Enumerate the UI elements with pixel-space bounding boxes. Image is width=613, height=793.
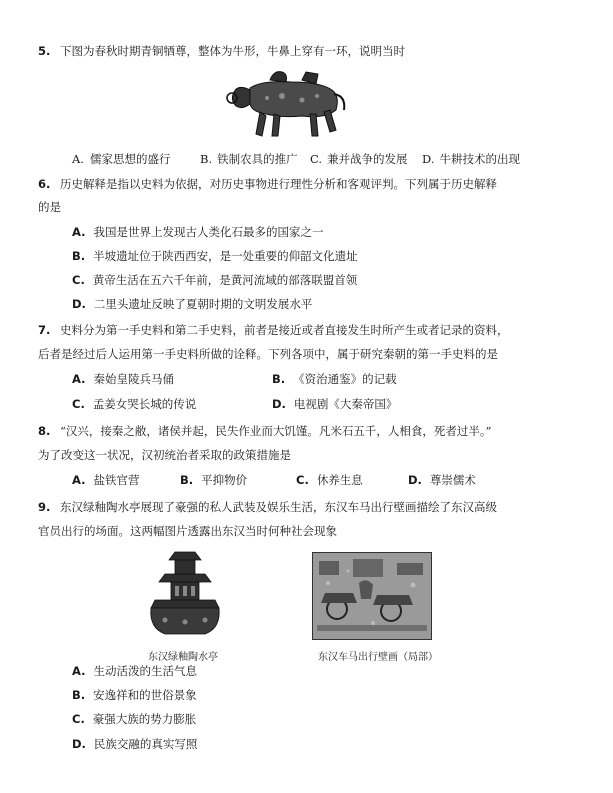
carriage-fresco-image [312, 552, 432, 640]
q5-number: 5. [38, 44, 51, 58]
q5-option-a-text: 儒家思想的盛行 [89, 152, 171, 166]
q6-option-b-label: B. [72, 249, 86, 263]
q7-option-d[interactable] [272, 397, 397, 411]
q5-option-a[interactable] [72, 152, 200, 166]
q6-option-b-text: 半坡遗址位于陕西西安，是一处重要的仰韶文化遗址 [93, 249, 358, 263]
q6-stem-text-1: 历史解释是指以史料为依据，对历史事物进行理性分析和客观评判。下列属于历史解释 [60, 177, 498, 191]
q8-option-c-label: C. [296, 473, 309, 487]
q6-stem-text-2: 的是 [38, 200, 61, 214]
q7-option-c-label: C. [72, 397, 85, 411]
q5-stem [38, 44, 405, 58]
q8-option-d[interactable] [408, 473, 476, 487]
pottery-pavilion-icon [145, 548, 225, 640]
q6-option-c[interactable] [72, 273, 357, 287]
q5-option-b[interactable] [200, 152, 310, 166]
q7-option-b-label: B. [272, 372, 286, 386]
q7-option-d-label: D. [272, 397, 286, 411]
q8-option-c[interactable] [296, 473, 408, 487]
q7-stem-line1 [38, 323, 509, 337]
q8-options [72, 473, 476, 487]
q7-stem-text-1: 史料分为第一手史料和第二手史料，前者是接近或者直接发生时所产生或者记录的资料， [60, 323, 509, 337]
q9-option-c-text: 豪强大族的势力膨胀 [92, 712, 197, 726]
q6-number: 6. [38, 177, 51, 191]
bronze-ox-vessel-icon [222, 66, 354, 144]
q7-option-c[interactable] [72, 397, 272, 411]
q9-stem-line1 [38, 500, 497, 514]
q7-options-row1 [72, 372, 397, 386]
q5-option-a-label: A. [72, 152, 84, 166]
q9-option-b-label: B. [72, 688, 86, 702]
q7-option-c-text: 孟姜女哭长城的传说 [92, 397, 197, 411]
q8-option-b-label: B. [180, 473, 194, 487]
q9-option-c-label: C. [72, 712, 85, 726]
q7-option-b[interactable] [272, 372, 397, 386]
q9-stem-text-1: 东汉绿釉陶水亭展现了豪强的私人武装及娱乐生活，东汉车马出行壁画描绘了东汉高级 [60, 500, 498, 514]
q9-number: 9. [38, 500, 51, 514]
q6-option-b[interactable] [72, 249, 358, 263]
q9-option-c[interactable] [72, 712, 196, 726]
q8-option-a-text: 盐铁官营 [93, 473, 140, 487]
q6-option-c-label: C. [72, 273, 85, 287]
q8-option-b-text: 平抑物价 [201, 473, 248, 487]
q9-option-a-text: 生动活泼的生活气息 [93, 664, 197, 678]
q5-option-b-label: B. [200, 152, 213, 166]
q8-stem-text-1: “汉兴，接秦之敝，诸侯并起，民失作业而大饥馑。凡米石五千，人相食，死者过半。” [60, 424, 492, 438]
q6-option-d-label: D. [72, 297, 86, 311]
q8-option-a-label: A. [72, 473, 86, 487]
q5-option-c[interactable] [310, 152, 422, 166]
q9-option-b[interactable] [72, 688, 197, 702]
q6-option-d[interactable] [72, 297, 312, 311]
carriage-fresco-icon [313, 553, 431, 639]
q8-stem-text-2: 为了改变这一状况，汉初统治者采取的政策措施是 [38, 448, 291, 462]
q9-figure2-caption: 东汉车马出行壁画（局部） [318, 652, 438, 663]
q9-option-d-label: D. [72, 737, 86, 751]
q8-number: 8. [38, 424, 51, 438]
q7-option-a-text: 秦始皇陵兵马俑 [93, 372, 174, 386]
q6-option-c-text: 黄帝生活在五六千年前，是黄河流域的部落联盟首领 [92, 273, 358, 287]
q9-figure1-caption: 东汉绿釉陶水亭 [148, 652, 218, 663]
q7-option-b-text: 《资治通鉴》的记载 [293, 372, 397, 386]
q7-option-a[interactable] [72, 372, 272, 386]
q6-stem-line1 [38, 177, 497, 191]
q9-option-a-label: A. [72, 664, 86, 678]
q8-option-b[interactable] [180, 473, 296, 487]
q5-option-c-text: 兼并战争的发展 [327, 152, 408, 166]
q8-option-d-text: 尊崇儒术 [429, 473, 476, 487]
q9-option-d-text: 民族交融的真实写照 [93, 737, 198, 751]
q6-option-a-label: A. [72, 225, 86, 239]
q5-options [72, 152, 520, 166]
q7-options-row2 [72, 397, 397, 411]
q7-stem-line2 [38, 347, 498, 361]
q9-option-a[interactable] [72, 664, 197, 678]
q9-stem-line2 [38, 524, 337, 538]
q5-option-c-label: C. [310, 152, 323, 166]
q5-stem-text: 下图为春秋时期青铜牺尊，整体为牛形，牛鼻上穿有一环，说明当时 [60, 44, 406, 58]
q8-option-a[interactable] [72, 473, 180, 487]
q9-stem-text-2: 官员出行的场面。这两幅图片透露出东汉当时何种社会现象 [38, 524, 337, 538]
q5-option-d-text: 牛耕技术的出现 [439, 152, 520, 166]
q8-option-c-text: 休养生息 [316, 473, 363, 487]
q8-stem-line1 [38, 424, 492, 438]
q8-stem-line2 [38, 448, 291, 462]
q8-option-d-label: D. [408, 473, 422, 487]
q9-option-d[interactable] [72, 737, 197, 751]
q5-option-d-label: D. [422, 152, 435, 166]
q7-option-d-text: 电视剧《大秦帝国》 [293, 397, 398, 411]
q7-option-a-label: A. [72, 372, 86, 386]
q5-option-b-text: 铁制农具的推广 [217, 152, 298, 166]
q9-option-b-text: 安逸祥和的世俗景象 [93, 688, 197, 702]
q6-option-a-text: 我国是世界上发现古人类化石最多的国家之一 [93, 225, 324, 239]
q7-stem-text-2: 后者是经过后人运用第一手史料所做的诠释。下列各项中，属于研究秦朝的第一手史料的是 [38, 347, 498, 361]
q6-option-a[interactable] [72, 225, 323, 239]
q7-number: 7. [38, 323, 51, 337]
q6-stem-line2 [38, 200, 61, 214]
q6-option-d-text: 二里头遗址反映了夏朝时期的文明发展水平 [93, 297, 313, 311]
q5-option-d[interactable] [422, 152, 520, 166]
